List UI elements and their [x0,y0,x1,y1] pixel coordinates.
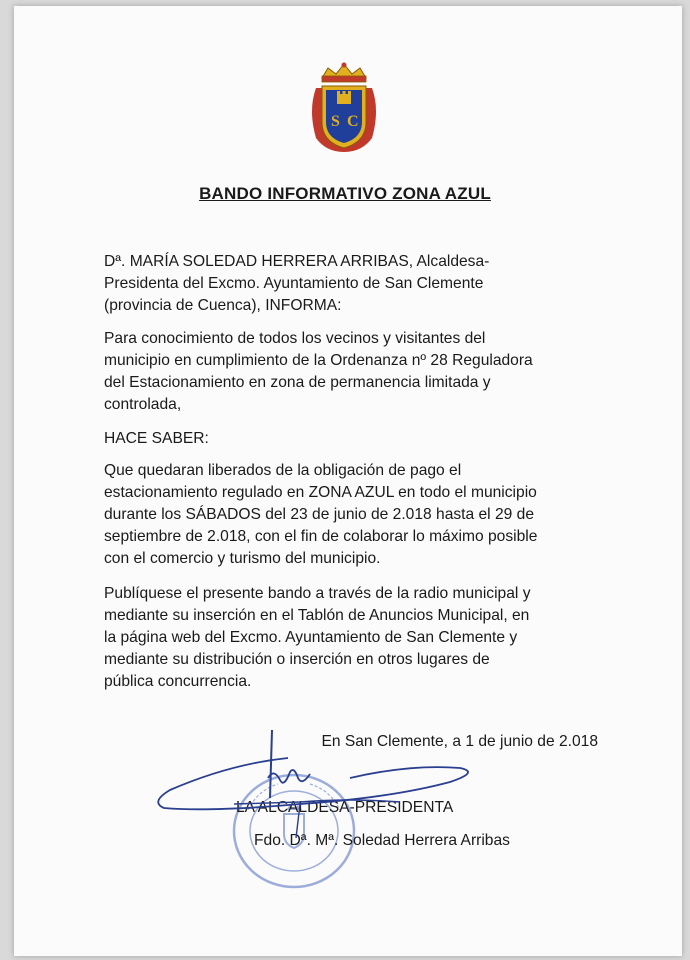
handwritten-signature [150,728,490,848]
purpose-line: Para conocimiento de todos los vecinos y visitantes del [104,330,486,347]
body-line: durante los SÁBADOS del 23 de junio de 2.018 hasta el 29 de [104,506,534,523]
signer-title: LA ALCALDESA-PRESIDENTA [236,799,454,816]
publish-line: pública concurrencia. [104,673,252,690]
body-line: septiembre de 2.018, con el fin de colaborar lo máximo posible [104,528,538,545]
purpose-line: del Estacionamiento en zona de permanencia limitada y [104,374,491,391]
hace-saber-heading: HACE SABER: [104,430,209,447]
crest-letter-c: C [347,113,359,130]
intro-line: Dª. MARÍA SOLEDAD HERRERA ARRIBAS, Alcaldesa- [104,253,490,270]
intro-paragraph [104,251,598,317]
body-line: con el comercio y turismo del municipio. [104,550,381,567]
publish-line: mediante su distribución o inserción en otros lugares de [104,651,490,668]
publish-line: Publíquese el presente bando a través de la radio municipal y [104,585,531,602]
body-line: estacionamiento regulado en ZONA AZUL en todo el municipio [104,484,537,501]
body-paragraph [104,460,598,570]
publish-paragraph [104,583,598,693]
intro-line: (provincia de Cuenca), INFORMA: [104,297,342,314]
publish-line: mediante su inserción en el Tablón de Anuncios Municipal, en [104,607,530,624]
publish-line: la página web del Excmo. Ayuntamiento de San Clemente y [104,629,518,646]
signer-name: Fdo. Dª. Mª. Soledad Herrera Arribas [254,832,510,849]
body-line: Que quedaran liberados de la obligación de pago el [104,462,462,479]
intro-line: Presidenta del Excmo. Ayuntamiento de San Clemente [104,275,484,292]
document-title: BANDO INFORMATIVO ZONA AZUL [199,184,491,203]
purpose-line: controlada, [104,396,182,413]
coat-of-arms-icon [306,60,382,156]
crest-letter-s: S [331,113,340,130]
purpose-line: municipio en cumplimiento de la Ordenanza nº 28 Reguladora [104,352,533,369]
purpose-paragraph [104,328,598,416]
date-line: En San Clemente, a 1 de junio de 2.018 [321,733,598,750]
